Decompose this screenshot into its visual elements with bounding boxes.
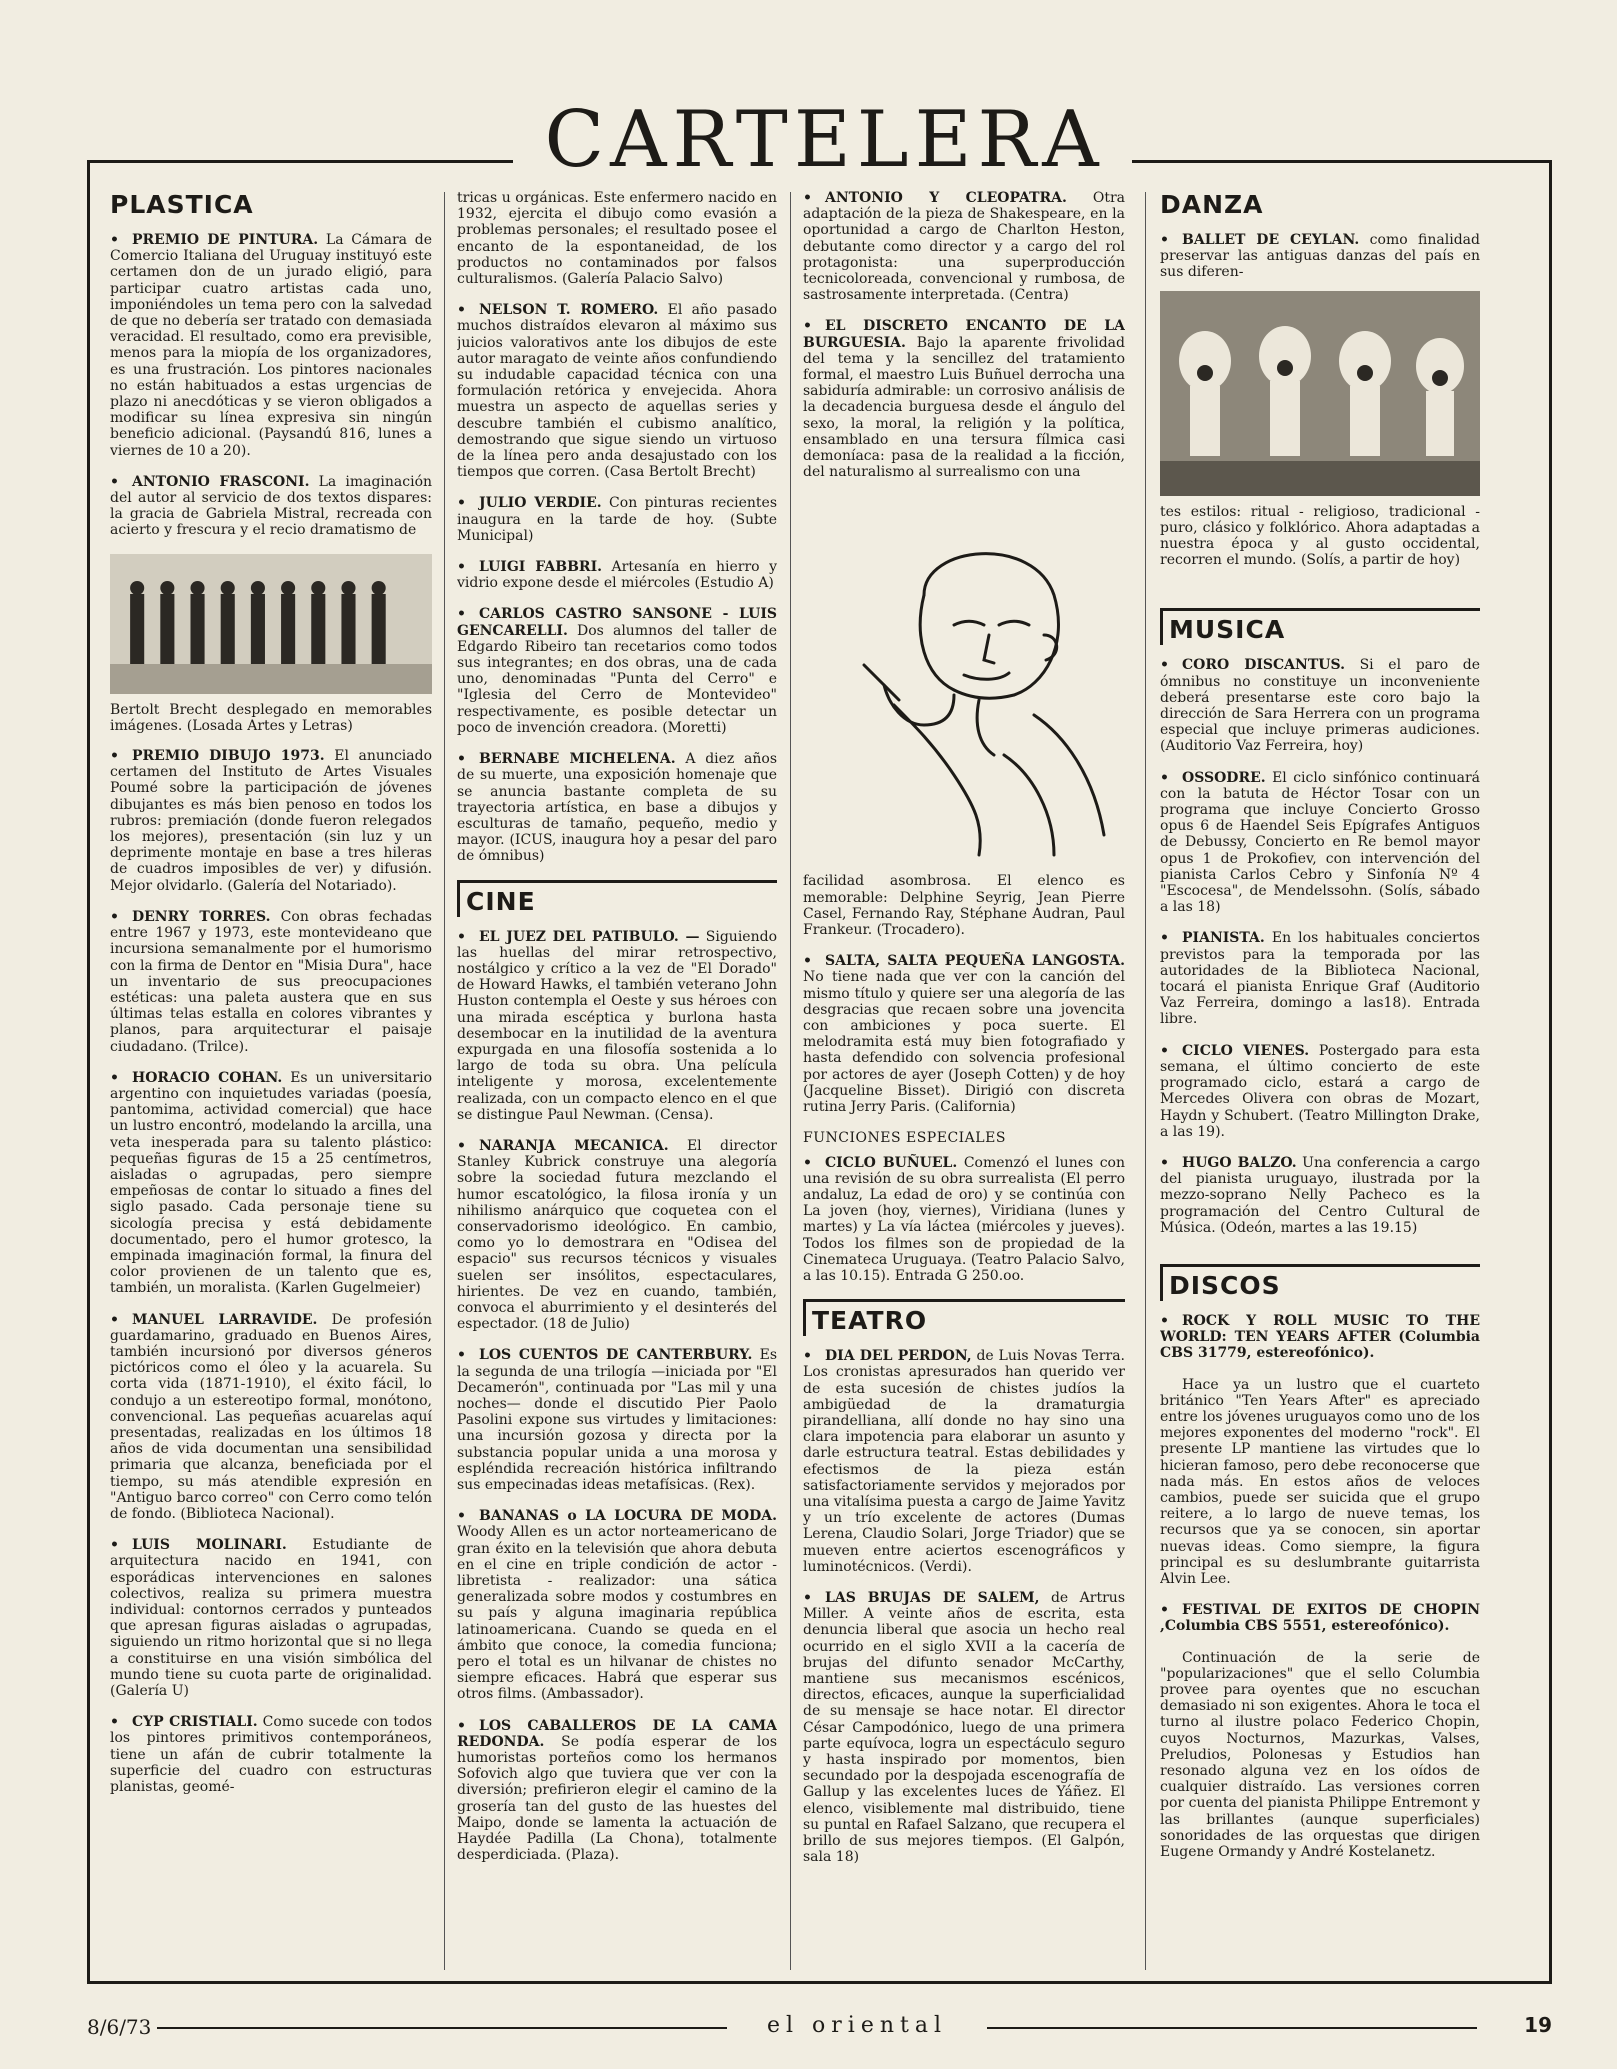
entry-title: LUIS MOLINARI. — [132, 1537, 287, 1554]
entry-text: Se podía esperar de los humoristas porteños como los hermanos Sofovich algo que tuviera que ver con la diversión; prefirieron elegir el camino de la grosería tan del gusto de las huestes del Maipo, donde se lamenta la actuación de Haydée Padilla (La Chona), totalmente desperdiciada. (Plaza). — [457, 1733, 777, 1864]
entry-text: El anunciado certamen del Instituto de Artes Visuales Poumé sobre la participación de jóvenes dibujantes es más bien penoso en todos los rubros: premiación (donde fueron relegados los mejores), presentación (sin luz y un deprimente montaje en base a tres hileras de cuadros imposibles de ver) y difusión. Mejor olvidarlo. (Galería del Notariado). — [110, 748, 432, 894]
column-plastica — [110, 190, 432, 1972]
entry-text: A diez años de su muerte, una exposición homenaje que se anuncia bastante completa de su trayectoria artística, en base a dibujos y esculturas de tamaño, pequeño, medio y mayor. (ICUS, inaugura hoy a pesar del paro de ómnibus) — [457, 751, 777, 865]
bullet-icon: • — [457, 1137, 466, 1154]
entry-text: como finalidad preservar las antiguas danzas del país en sus diferen- — [1160, 232, 1480, 281]
entry-title: ANTONIO Y CLEOPATRA. — [825, 190, 1067, 206]
entry-title: LUIGI FABBRI. — [479, 559, 602, 576]
article-entry — [1160, 770, 1480, 916]
bullet-icon: • — [110, 1069, 119, 1086]
entry-title: MANUEL LARRAVIDE. — [132, 1311, 318, 1328]
bullet-icon: • — [110, 232, 119, 248]
bullet-icon: • — [803, 318, 812, 335]
section-heading-musica: MUSICA — [1160, 608, 1480, 645]
photo-caption: Bertolt Brecht desplegado en memorables imágenes. (Losada Artes y Letras) — [110, 701, 432, 734]
article-entry — [1160, 232, 1480, 281]
entry-text: De profesión guardamarino, graduado en Buenos Aires, también incursionó por diversos géneros pictóricos como el óleo y la acuarela. Su corta vida (1871-1910), el éxito fácil, lo condujo a un estereotipo formal, monótono, convencional. Las pequeñas acuarelas aquí presentadas, realizadas en los últimos 18 años de vida documentan una sensibilidad primaria que alcanza, beneficiada por el tiempo, su más atendible expresión en "Antiguo barco correo" con Cerro como telón de fondo. (Biblioteca Nacional). — [110, 1311, 432, 1522]
entry-title: LOS CUENTOS DE CANTERBURY. — [479, 1347, 753, 1364]
section-heading-discos: DISCOS — [1160, 1264, 1480, 1301]
article-entry — [1160, 1043, 1480, 1140]
page-footer — [87, 2005, 1552, 2045]
entry-text: Bajo la aparente frivolidad del tema y la sencillez del tratamiento formal, el maestro Luis Buñuel derrocha una sabiduría admirable: un corrosivo análisis de la decadencia burguesa desde el ángulo del sexo, la moral, la religión y la política, ensamblado en una tersura fílmica casi demoníaca: pasa de la realidad a la ficción, del naturalismo al surrealismo con una — [803, 334, 1125, 481]
entry-title: HUGO BALZO. — [1182, 1154, 1297, 1171]
article-entry — [110, 474, 432, 539]
entry-text: Woody Allen es un actor norteamericano de gran éxito en la televisión que ahora debuta en el cine en triple condición de actor - libretista - realizador: una sática generalizada sobre modos y costumbres en su país y alguna imaginaria república latinoamericana. Cuando se queda en el ámbito que conoce, la comedia funciona; pero el total es un hilvanar de chistes no siempre eficaces. Habrá que esperar sus otros films. (Ambassador). — [457, 1524, 777, 1703]
entry-title: SALTA, SALTA PEQUEÑA LANGOSTA. — [825, 953, 1125, 970]
section-heading-plastica: PLASTICA — [110, 190, 254, 219]
bullet-icon: • — [457, 928, 466, 945]
entry-text: Como sucede con todos los pintores primitivos contemporáneos, tiene un afán de cubrir totalmente la superficie del cuadro con estructuras planistas, geomé- — [110, 1714, 432, 1796]
entry-title: CORO DISCANTUS. — [1182, 657, 1345, 674]
article-entry — [110, 1312, 432, 1523]
entry-text: Hace ya un lustro que el cuarteto británico "Ten Years After" es apreciado entre los jóvenes uruguayos como uno de los mejores exponentes del moderno "rock". El presente LP mantiene las virtudes que lo hicieran famoso, pero debe reconocerse que nada más. En estos años de veloces cambios, puede ser suicida que el grupo reitere, a lo largo de nueve temas, los recursos que ya se conocen, sin aportar nuevas ideas. Como siempre, la figura principal es su deslumbrante guitarrista Alvin Lee. — [1160, 1376, 1480, 1587]
entry-text: La Cámara de Comercio Italiana del Uruguay instituyó este certamen don de un jurado eligió, para participar cuatro artistas cada uno, imponiéndoles un tema pero con la salvedad de que no debería ser tratado con demasiada veracidad. El resultado, como era previsible, menos para la miopía de los organizadores, es una frustración. Los pintores nacionales no están habituados a estas urgencias de plazo ni anecdóticas y se vieron obligados a modificar su línea expresiva sin ningún beneficio adicional. (Paysandú 816, lunes a viernes de 10 a 20). — [110, 232, 432, 459]
bullet-icon: • — [457, 1508, 466, 1525]
photo-dancers — [1160, 291, 1480, 496]
bullet-icon: • — [803, 190, 812, 206]
entry-text: Con pinturas recientes inaugura en la tarde de hoy. (Subte Municipal) — [457, 495, 777, 544]
bullet-icon: • — [1160, 930, 1169, 947]
issue-date: 8/6/73 — [87, 2015, 152, 2039]
entry-text: Dos alumnos del taller de Edgardo Ribeiro tan recetarios como todos sus integrantes; en dos obras, una de cada uno, denominadas "Punta del Cerro" e "Iglesia del Cerro de Montevideo" respectivamente, es posible detectar un poco de invención creadora. (Moretti) — [457, 622, 777, 736]
article-entry — [457, 1718, 777, 1864]
section-heading-danza: DANZA — [1160, 190, 1264, 219]
entry-text: Una conferencia a cargo del pianista uruguayo, ilustrada por la mezzo-soprano Nelly Pacheco es la programación del Centro Cultural de Música. (Odeón, martes a las 19.15) — [1160, 1154, 1480, 1236]
column-divider — [790, 192, 791, 1970]
entry-text: Otra adaptación de la pieza de Shakespeare, en la oportunidad a cargo de Charlton Heston, debutante como director y a cargo del rol protagonista: una superproducción tecnicoloreada, convencional y rumbosa, de sastrosamente interpretada. (Centra) — [803, 190, 1125, 304]
article-entry — [110, 1714, 432, 1795]
entry-title: HORACIO COHAN. — [132, 1069, 283, 1086]
bullet-icon: • — [1160, 1602, 1169, 1619]
bullet-icon: • — [457, 1347, 466, 1364]
entry-title: JULIO VERDIE. — [479, 495, 602, 512]
bullet-icon: • — [457, 751, 466, 768]
entry-text: Es la segunda de una trilogía —iniciada por "El Decamerón", continuada por "Las mil y una noches— donde el discutido Pier Paolo Pasolini expone sus virtudes y limitaciones: una incursión gozosa y directa por la substancia popular unida a una morosa y espléndida recreación histórica infiltrando sus empecinadas ideas metafísicas. (Rex). — [457, 1347, 777, 1494]
publication-name: el oriental — [766, 2013, 948, 2038]
bullet-icon: • — [1160, 769, 1169, 786]
entry-title: LOS CABALLEROS DE LA CAMA REDONDA. — [457, 1717, 777, 1750]
footer-rule-right — [987, 2027, 1477, 2029]
article-entry — [1160, 1155, 1480, 1236]
column-cine-teatro — [803, 190, 1125, 1972]
entry-title: ROCK Y ROLL MUSIC TO THE WORLD: TEN YEARS AFTER — [1160, 1312, 1480, 1346]
entry-title: BALLET DE CEYLAN. — [1182, 232, 1360, 248]
bullet-icon: • — [457, 606, 466, 623]
entry-text: La imaginación del autor al servicio de dos textos dispares: la gracia de Gabriela Mistral, recreada con acierto y frescura y el recio dramatismo de — [110, 473, 432, 539]
entry-title: PIANISTA. — [1182, 930, 1265, 947]
entry-text: de Artrus Miller. A veinte años de escrita, esta denuncia liberal que asocia un hecho real ocurrido en el siglo XVII a la cacería de brujas del difunto senador McCarthy, mantiene sus mecanismos escénicos, directos, eficaces, aunque la superficialidad de su mensaje se hace notar. El director César Campodónico, luego de una primera parte equívoca, logra un espectáculo seguro y hasta inspirado por momentos, bien secundado por la despojada escenografía de Gallup y las excelentes luces de Yáñez. El elenco, visiblemente mal distribuido, tiene su puntal en Rafael Salzano, que recupera el brillo de sus mejores tiempos. (El Galpón, sala 18) — [803, 1589, 1125, 1866]
entry-text: tes estilos: ritual - religioso, tradicional - puro, clásico y folklórico. Ahora adaptadas a nuestra época y al gusto occidental, recorren el mundo. (Solís, a partir de hoy) — [1160, 503, 1480, 569]
entry-text: Es un universitario argentino con inquietudes variadas (poesía, pantomima, actividad comercial) que hace un lustro encontró, modelando la arcilla, una veta inesperada para su talento plástico: pequeñas figuras de 15 a 25 centímetros, aisladas o agrupadas, pero siempre empeñosas de contar lo situado a fines del siglo pasado. Cada personaje tiene su sicología precisa y está debidamente documentado, pero el humor grotesco, la empinada imaginación formal, la finura del color provienen de un talento que es, también, un moralista. (Karlen Gugelmeier) — [110, 1069, 432, 1297]
dancers-illustration — [1160, 291, 1480, 496]
article-entry — [110, 232, 432, 459]
subheading-funciones: FUNCIONES ESPECIALES — [803, 1130, 1006, 1147]
entry-text: En los habituales conciertos previstos para la temporada por las autoridades de la Biblioteca Nacional, tocará el pianista Enrique Graf (Auditorio Vaz Ferreira, domingo a las18). Entrada libre. — [1160, 930, 1480, 1028]
entry-text: El año pasado muchos distraídos elevaron al máximo sus juicios valorativos ante los dibujos de este autor maragato de veinte años confundiendo su indudable capacidad técnica con una formulación retórica y envejecida. Ahora muestra un aspecto de aquellas series y descubre también el cubismo analítico, demostrando que sigue siendo un virtuoso de la línea pero anda desajustado con los tiempos que corren. (Casa Bertolt Brecht) — [457, 302, 777, 481]
article-entry — [803, 318, 1125, 480]
column-divider — [444, 192, 445, 1970]
entry-text: Postergado para esta semana, el último concierto de este programado ciclo, estará a cargo de Mercedes Olivera con obras de Mozart, Haydn y Schubert. (Teatro Millington Drake, a las 19). — [1160, 1042, 1480, 1140]
entry-title: CICLO BUÑUEL. — [825, 1154, 958, 1171]
bullet-icon: • — [803, 1348, 812, 1365]
article-entry — [803, 1348, 1125, 1575]
entry-text: No tiene nada que ver con la canción del mismo título y quiere ser una alegoría de las desgracias que recaen sobre una jovencita con ambiciones y poca suerte. El melodramita está muy bien fotografiado y hasta defendido con solvencia profesional por actores de ayer (Joseph Cotten) y de hoy (Jacqueline Bisset). Dirigió con discreta rutina Jerry Paris. (California) — [803, 969, 1125, 1116]
bullet-icon: • — [1160, 1042, 1169, 1059]
article-entry-continued — [1160, 504, 1480, 569]
article-entry — [457, 751, 777, 864]
bullet-icon: • — [110, 908, 119, 925]
page-number: 19 — [1524, 2013, 1552, 2037]
bullet-icon: • — [457, 495, 466, 512]
entry-text: El ciclo sinfónico continuará con la batuta de Héctor Tosar con un programa que incluye Concierto Grosso opus 6 de Haendel Seis Epígrafes Antiguos de Debussy, Concierto en Re bemol mayor opus 1 de Prokofiev, con intervención del pianista Carlos Cebro y Sinfonía Nº 4 "Escocesa", de Mendelssohn. (Solís, sábado a las 18) — [1160, 769, 1480, 916]
article-entry — [457, 559, 777, 591]
illustration-bunuel — [803, 495, 1125, 865]
entry-text: Con obras fechadas entre 1967 y 1973, este montevideano que incursiona semanalmente por el humorismo con la firma de Dentor en "Misia Dura", hace un inventario de sus preocupaciones estéticas: una paleta austera que en sus últimas telas estalla en colores vibrantes y planos, para arquitecturar el paisaje ciudadano. (Trilce). — [110, 908, 432, 1055]
entry-text: Comenzó el lunes con una revisión de su obra surrealista (El perro andaluz, La edad de oro) y se continúa con La joven (hoy, viernes), Viridiana (lunes y martes) y La vía láctea (miércoles y jueves). Todos los filmes son de propiedad de la Cinemateca Uruguaya. (Teatro Palacio Salvo, a las 10.15). Entrada G 250.oo. — [803, 1154, 1125, 1284]
section-heading-cine: CINE — [457, 880, 777, 917]
bullet-icon: • — [457, 559, 466, 576]
section-heading-teatro: TEATRO — [803, 1299, 1125, 1336]
article-entry — [457, 606, 777, 736]
bullet-icon: • — [110, 473, 119, 490]
entry-title: CARLOS CASTRO SANSONE - LUIS GENCARELLI. — [457, 606, 777, 639]
entry-title: EL DISCRETO ENCANTO DE LA BURGUESIA. — [803, 318, 1125, 351]
bullet-icon: • — [803, 953, 812, 970]
entry-text: facilidad asombrosa. El elenco es memorable: Delphine Seyrig, Jean Pierre Casel, Fernando Ray, Stéphane Audran, Paul Frankeur. (Trocadero). — [803, 873, 1125, 939]
column-danza-musica-discos — [1160, 190, 1480, 1972]
article-entry — [110, 909, 432, 1055]
entry-title: BERNABE MICHELENA. — [479, 751, 676, 768]
entry-title: FESTIVAL DE EXITOS DE CHOPIN — [1182, 1602, 1480, 1619]
entry-text: de Luis Novas Terra. Los cronistas apresurados han querido ver de esta sucesión de chistes judíos la ambigüedad de la dramaturgia pirandelliana, allí donde no hay sino una clara impotencia para elaborar un asunto y darle estructura teatral. Estas debilidades y efectismos de la pieza están satisfactoriamente servidos y mejorados por una vitalísima puesta a cargo de Jaime Yavitz y un trío excelente de actores (Dumas Lerena, Claudio Solari, Jorge Triador) que se mueven entre aciertos escenográficos y luminotécnicos. (Verdi). — [803, 1348, 1125, 1575]
entry-title: DIA DEL PERDON, — [825, 1348, 972, 1365]
bunuel-caricature — [803, 495, 1125, 865]
bullet-icon: • — [457, 1717, 466, 1734]
article-entry — [457, 1347, 777, 1493]
entry-subtitle: ,Columbia CBS 5551, estereofónico). — [1160, 1618, 1450, 1635]
column-divider — [1145, 192, 1146, 1970]
bullet-icon: • — [1160, 657, 1169, 674]
article-entry — [803, 1155, 1125, 1285]
footer-rule-left — [157, 2027, 727, 2029]
bullet-icon: • — [1160, 1154, 1169, 1171]
article-entry-continued — [803, 873, 1125, 938]
entry-title: PREMIO DIBUJO 1973. — [132, 748, 325, 765]
entry-text: tricas u orgánicas. Este enfermero nacido en 1932, ejercita el dibujo como evasión a problemas personales; el resultado posee el encanto de la espontaneidad, de los productos no contaminados por falsos culturalismos. (Galería Palacio Salvo) — [457, 190, 777, 288]
entry-title: CICLO VIENES. — [1182, 1042, 1310, 1059]
entry-title: BANANAS o LA LOCURA DE MODA. — [479, 1508, 777, 1525]
entry-title: OSSODRE. — [1182, 769, 1266, 786]
entry-subtitle: (Columbia CBS 31779, estereofónico). — [1160, 1329, 1480, 1362]
bullet-icon: • — [110, 1714, 119, 1731]
article-entry — [1160, 657, 1480, 754]
article-entry — [110, 1070, 432, 1297]
entry-text: Artesanía en hierro y vidrio expone desde el miércoles (Estudio A) — [457, 559, 777, 592]
bullet-icon: • — [803, 1589, 812, 1606]
entry-title: CYP CRISTIALI. — [132, 1714, 258, 1731]
bullet-icon: • — [457, 302, 466, 319]
entry-title: DENRY TORRES. — [132, 908, 271, 925]
article-entry — [110, 1537, 432, 1699]
page-title: CARTELERA — [544, 95, 1105, 185]
entry-title: NELSON T. ROMERO. — [479, 302, 659, 319]
bullet-icon: • — [110, 1537, 119, 1554]
column-plastica-cine — [457, 190, 777, 1972]
article-entry — [457, 1508, 777, 1702]
article-entry-body — [1160, 1377, 1480, 1588]
article-entry — [457, 929, 777, 1123]
entry-text: Estudiante de arquitectura nacido en 1941, con esporádicas intervenciones en salones colectivos, realiza su primera muestra individual: contornos cerrados y punteados que apresan figuras aisladas o agrupadas, siguiendo un ritmo horizontal que si no llega a constituirse en una visión simbólica del mundo tiene su cuota parte de originalidad. (Galería U) — [110, 1537, 432, 1700]
article-entry — [457, 302, 777, 480]
article-entry — [803, 190, 1125, 303]
article-entry-continued — [457, 190, 777, 287]
article-entry — [1160, 930, 1480, 1027]
article-entry — [803, 1590, 1125, 1865]
article-entry — [457, 495, 777, 544]
entry-title: EL JUEZ DEL PATIBULO. — — [479, 928, 700, 945]
entry-text: Si el paro de ómnibus no constituye un inconveniente deberá presentarse este coro bajo la dirección de Sara Herrera con un programa especial que incluye primeras audiciones. (Auditorio Vaz Ferreira, hoy) — [1160, 657, 1480, 755]
bullet-icon: • — [803, 1154, 812, 1171]
entry-text: El director Stanley Kubrick construye una alegoría sobre la sociedad futura mezclando el humor escatológico, la filosa ironía y un nihilismo anárquico que coquetea con el conservadorismo ideológico. En cambio, como yo lo demostrara en "Odisea del espacio" sus recursos técnicos y visuales suelen ser insólitos, espectaculares, hirientes. De vez en cuando, también, convoca el aburrimiento y el desinterés del espectador. (18 de Julio) — [457, 1137, 777, 1333]
bullet-icon: • — [110, 1311, 119, 1328]
entry-text: Continuación de la serie de "popularizaciones" que el sello Columbia provee para oyentes que no escuchan demasiado ni son exigentes. Ahora le toca el turno al ilustre polaco Federico Chopin, cuyos Nocturnos, Mazurkas, Valses, Preludios, Polonesas y Estudios han resonado alguna vez en los oídos de cualquier distraído. Las versiones corren por cuenta del pianista Philippe Entremont y las brillantes (aunque superficiales) sonoridades de las orquestas que dirigen Eugene Ormandy y André Kostelanetz. — [1160, 1649, 1480, 1861]
bullet-icon: • — [1160, 1312, 1169, 1329]
entry-text: Siguiendo las huellas del mirar retrospectivo, nostálgico y crítico a la vez de "El Dorado" de Howard Hawks, el también veterano John Huston contempla el Oeste y sus héroes con una mirada escéptica y burlona hasta desembocar en la inutilidad de la aventura expurgada en una filosofía sostenida a lo largo de toda su obra. Una película inteligente y morosa, excelentemente realizada, con un compacto elenco en el que se distingue Paul Newman. (Censa). — [457, 928, 777, 1123]
article-entry — [1160, 1602, 1480, 1634]
article-entry — [803, 953, 1125, 1115]
entry-title: ANTONIO FRASCONI. — [132, 473, 310, 490]
article-entry-body — [1160, 1650, 1480, 1861]
article-entry — [457, 1138, 777, 1332]
article-entry — [110, 748, 432, 894]
entry-title: NARANJA MECANICA. — [479, 1137, 669, 1154]
article-entry — [1160, 1313, 1480, 1362]
photo-soldiers — [110, 554, 432, 694]
entry-title: LAS BRUJAS DE SALEM, — [825, 1589, 1040, 1606]
soldiers-illustration — [110, 554, 432, 694]
entry-title: PREMIO DE PINTURA. — [132, 232, 319, 248]
bullet-icon: • — [1160, 232, 1169, 248]
bullet-icon: • — [110, 748, 119, 765]
